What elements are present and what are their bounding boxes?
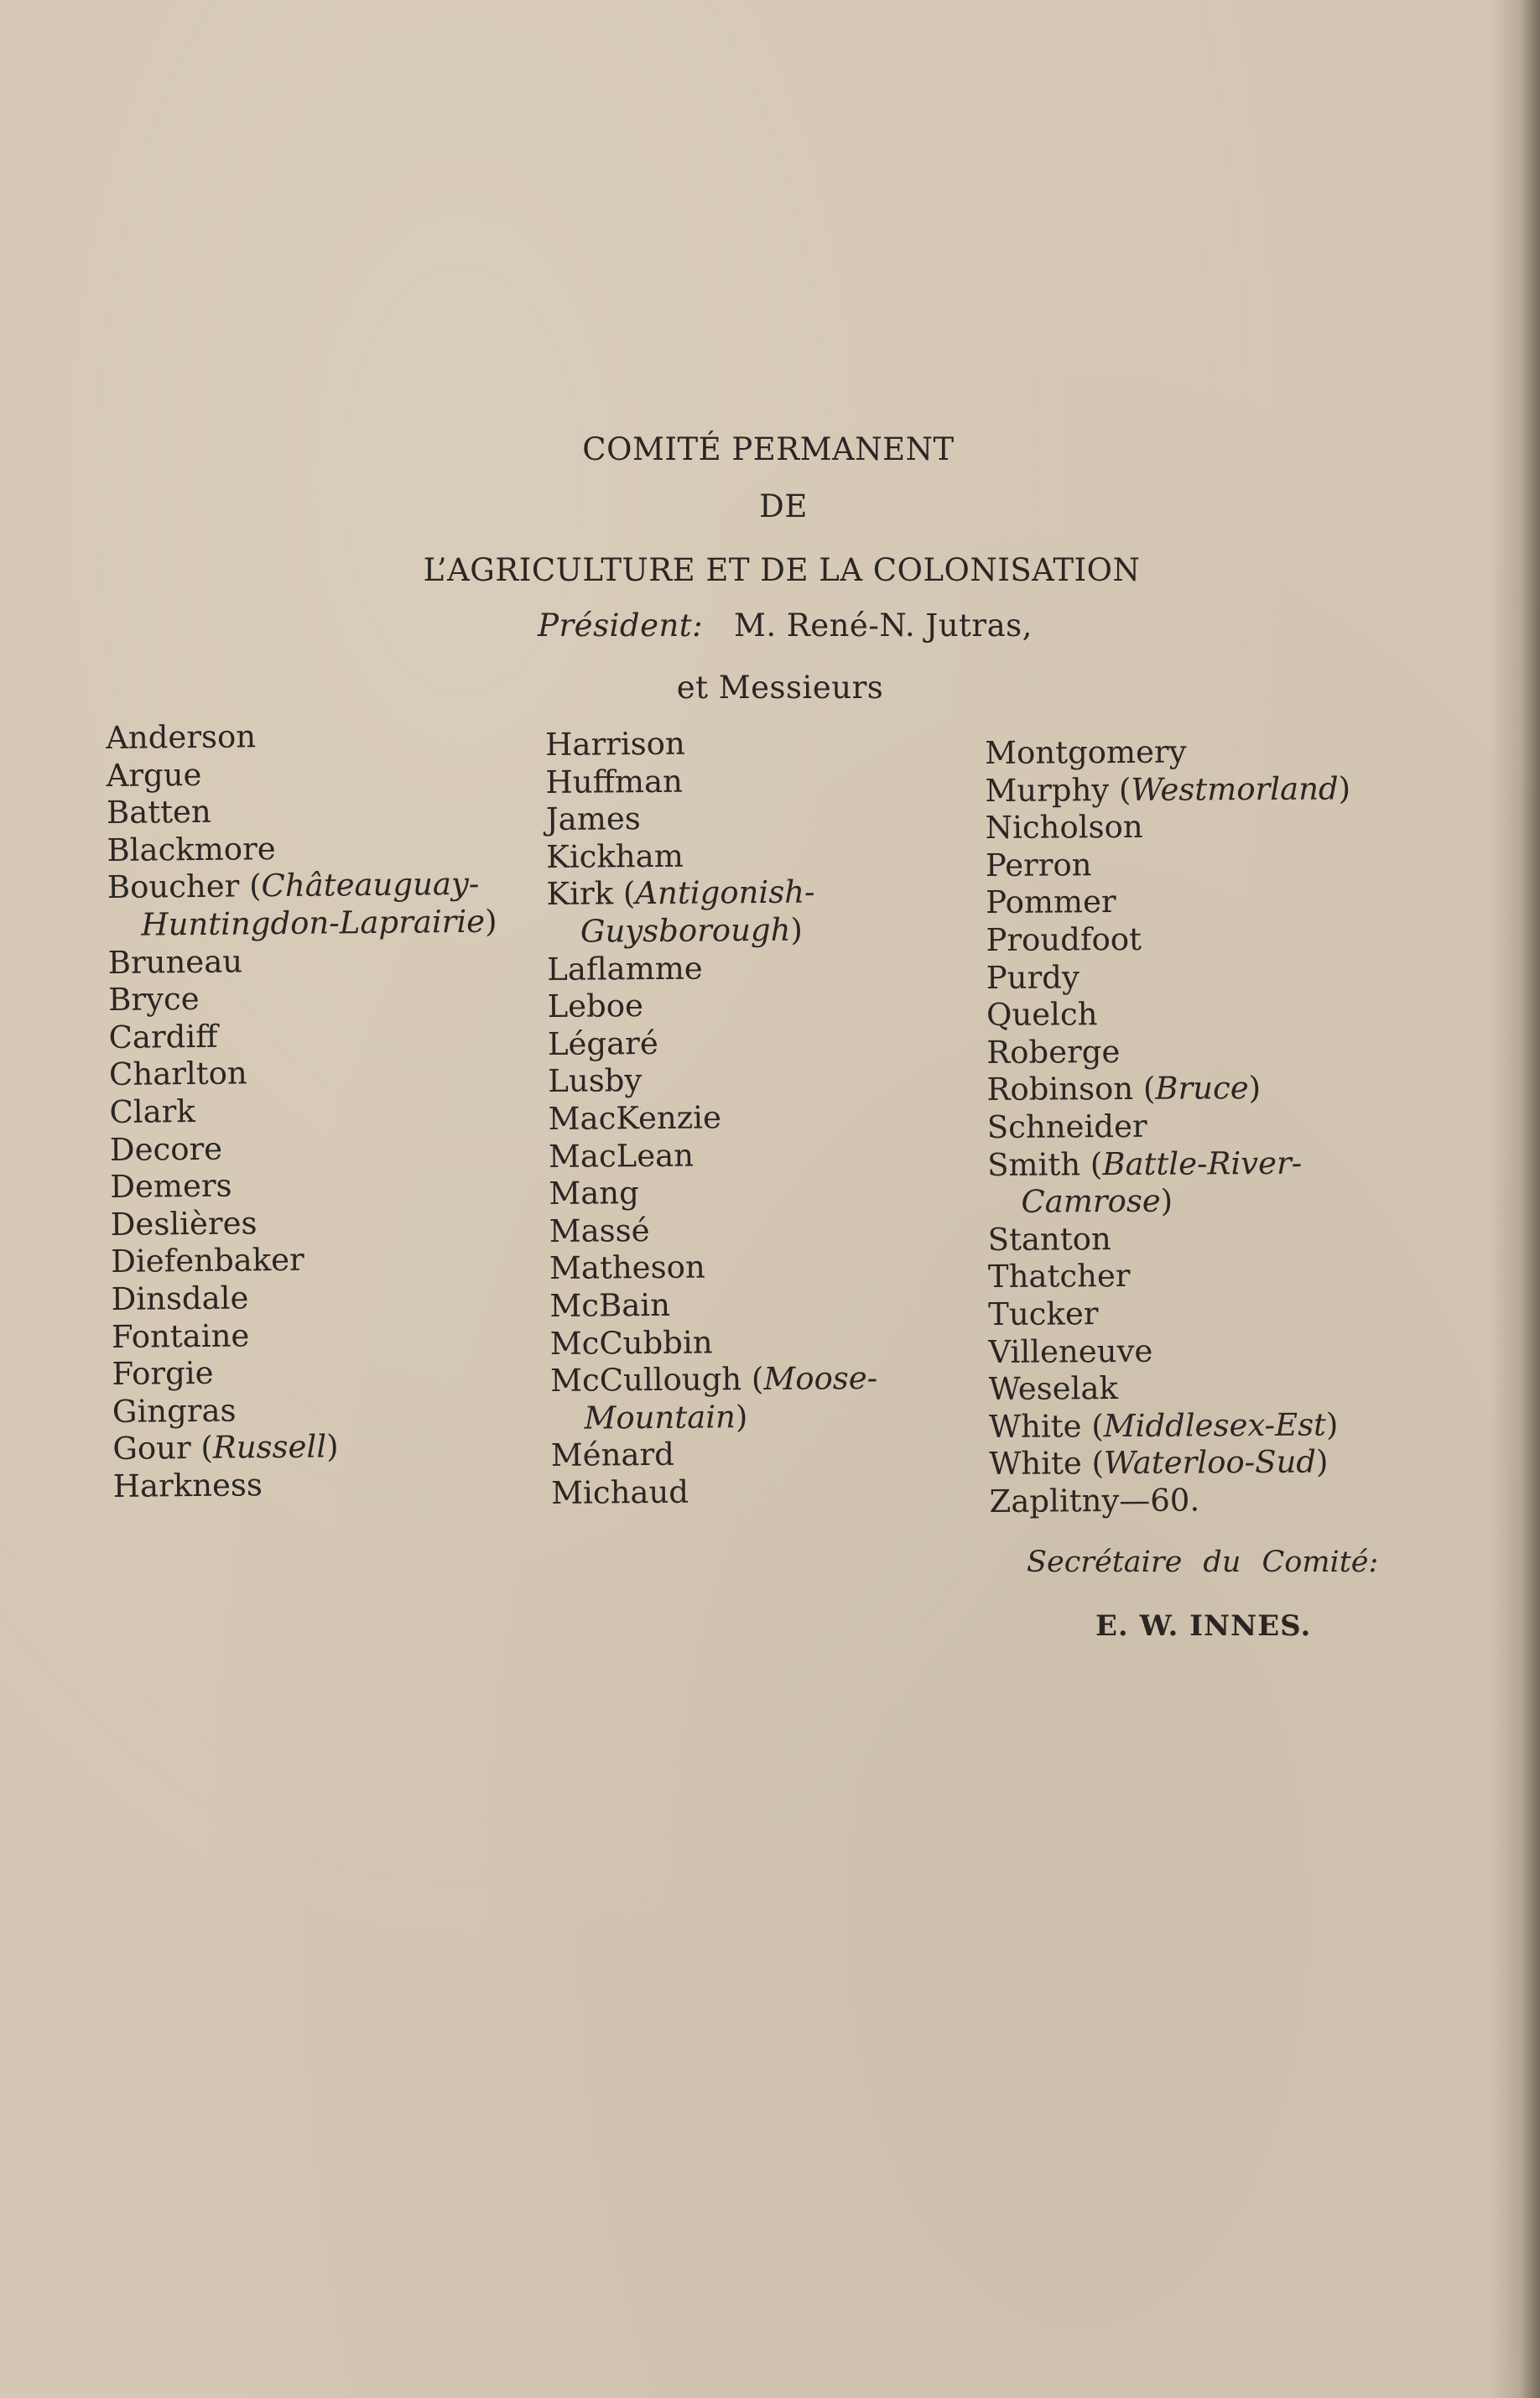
member-entry	[986, 1070, 1352, 1109]
member-name: McCubbin	[549, 1323, 713, 1362]
member-entry	[545, 724, 872, 764]
member-name: Clark	[109, 1092, 196, 1130]
member-name: Deslières	[110, 1205, 258, 1243]
member-name: James	[545, 800, 641, 838]
member-name: Nicholson	[985, 809, 1143, 847]
member-name: Harrison	[545, 725, 685, 763]
member-entry	[112, 1315, 502, 1356]
member-name: Laflamme	[547, 950, 703, 988]
riding-close-paren: )	[325, 1428, 339, 1465]
member-riding-continued: Mountain	[584, 1398, 736, 1436]
member-riding: Antigonish-	[635, 873, 815, 912]
member-entry	[989, 1444, 1355, 1483]
member-entry	[549, 1285, 877, 1326]
member-name: Tucker	[988, 1295, 1099, 1332]
member-entry	[986, 845, 1351, 884]
riding-close-paren: )	[484, 903, 497, 940]
member-riding: Russell	[212, 1428, 327, 1467]
member-entry	[988, 1294, 1354, 1333]
member-name: MacLean	[548, 1137, 695, 1175]
member-name: Schneider	[986, 1108, 1147, 1145]
member-entry	[986, 994, 1352, 1034]
member-name: Argue	[106, 756, 202, 794]
secretary-label: Secrétaire du Comité:	[1027, 1546, 1379, 1579]
member-name: Blackmore	[107, 830, 276, 868]
member-entry	[112, 1389, 502, 1431]
member-name: Gour (	[112, 1430, 214, 1467]
member-entry	[550, 1398, 877, 1438]
committee-title: COMITÉ PERMANENT	[582, 431, 955, 467]
messieurs-line: et Messieurs	[676, 670, 884, 706]
member-entry	[987, 1181, 1353, 1221]
member-entry	[110, 1165, 500, 1207]
member-name: Demers	[110, 1167, 232, 1206]
riding-close-paren: )	[1315, 1443, 1329, 1480]
riding-close-paren: )	[735, 1398, 748, 1435]
member-name: Stanton	[987, 1220, 1111, 1258]
page-edge-shadow	[1490, 0, 1540, 2398]
committee-subject: L’AGRICULTURE ET DE LA COLONISATION	[423, 552, 1141, 588]
riding-close-paren: )	[1325, 1406, 1339, 1443]
member-name: Dinsdale	[111, 1280, 249, 1317]
member-riding: Battle-River-	[1102, 1144, 1303, 1182]
member-entry	[547, 986, 874, 1026]
member-riding-continued: Guysborough	[580, 911, 791, 950]
member-entry	[547, 948, 874, 988]
member-entry	[107, 828, 497, 869]
member-name: Harkness	[112, 1467, 263, 1504]
member-name: Decore	[109, 1130, 223, 1168]
member-name: Huffman	[545, 763, 684, 800]
member-entry	[986, 957, 1352, 997]
member-name: Diefenbaker	[110, 1242, 304, 1280]
member-entry	[988, 1219, 1354, 1259]
member-name: Purdy	[986, 958, 1080, 996]
member-riding: Middlesex-Est	[1103, 1406, 1327, 1444]
member-entry	[113, 1464, 503, 1505]
member-name: Murphy (	[985, 771, 1132, 809]
member-name: Bruneau	[107, 943, 243, 981]
member-name: Cardiff	[108, 1018, 218, 1056]
member-entry	[548, 1061, 875, 1101]
member-name: Fontaine	[111, 1316, 250, 1355]
member-riding: Châteauguay-	[261, 866, 480, 904]
member-entry	[986, 1032, 1352, 1071]
member-entry	[107, 791, 497, 832]
member-name: Kirk (	[546, 875, 636, 913]
member-entry	[546, 837, 873, 877]
member-entry	[989, 1406, 1355, 1446]
member-name: MacKenzie	[548, 1099, 722, 1137]
member-riding-continued: Camrose	[1021, 1182, 1161, 1220]
member-entry	[549, 1211, 877, 1251]
member-entry	[986, 920, 1351, 959]
member-entry	[546, 873, 873, 914]
member-entry	[551, 1473, 878, 1513]
member-name: McCullough (	[549, 1361, 764, 1400]
member-entry	[111, 1277, 501, 1318]
member-entry	[989, 1368, 1355, 1408]
member-entry	[108, 978, 498, 1019]
member-name: Kickham	[546, 837, 684, 875]
member-name: Michaud	[551, 1473, 689, 1511]
member-name: Massé	[549, 1212, 650, 1249]
member-entry	[548, 1024, 875, 1064]
member-riding: Moose-	[763, 1360, 878, 1398]
member-name: Montgomery	[985, 733, 1187, 771]
member-name: Roberge	[986, 1033, 1121, 1071]
member-name: Pommer	[986, 884, 1116, 921]
member-entry	[987, 1107, 1353, 1146]
member-entry	[988, 1257, 1354, 1296]
member-name: Boucher (	[107, 868, 262, 906]
member-entry	[112, 1427, 502, 1468]
president-name: M. René-N. Jutras,	[733, 607, 1033, 644]
member-entry	[988, 1332, 1354, 1371]
member-riding-continued: Huntingdon-Laprairie	[141, 903, 486, 943]
president-label: Président:	[538, 607, 704, 644]
member-entry	[111, 1202, 501, 1243]
member-name: Matheson	[549, 1249, 705, 1287]
members-column-2	[545, 724, 878, 1513]
member-name: McBain	[549, 1286, 671, 1324]
member-entry	[109, 1053, 499, 1094]
members-column-3	[985, 732, 1355, 1520]
member-entry	[107, 904, 497, 945]
member-name: Smith (	[986, 1145, 1103, 1183]
member-entry	[549, 1173, 876, 1213]
member-riding: Bruce	[1155, 1070, 1249, 1108]
member-entry	[986, 883, 1351, 922]
member-entry	[547, 911, 874, 951]
member-entry	[546, 799, 873, 839]
member-entry	[989, 1481, 1355, 1520]
member-name: Gingras	[112, 1392, 237, 1430]
member-entry	[549, 1135, 876, 1176]
member-name: Villeneuve	[988, 1332, 1153, 1370]
member-name: Bryce	[107, 981, 200, 1019]
members-column-1	[106, 717, 502, 1506]
member-name: Robinson (	[986, 1071, 1156, 1108]
president-line	[15, 607, 1540, 644]
member-entry	[108, 1015, 498, 1056]
member-entry	[551, 1435, 878, 1475]
member-entry	[549, 1248, 877, 1288]
member-entry	[545, 762, 872, 802]
member-name: Weselak	[988, 1370, 1119, 1408]
member-name: Anderson	[106, 718, 257, 756]
member-name: Mang	[549, 1175, 640, 1212]
member-entry	[986, 808, 1351, 847]
member-entry	[110, 1128, 500, 1169]
member-name: Légaré	[547, 1024, 658, 1062]
member-name: Batten	[106, 793, 211, 831]
member-name: Perron	[985, 847, 1092, 884]
member-entry	[107, 866, 497, 907]
member-entry	[109, 1090, 499, 1131]
member-entry	[987, 1144, 1353, 1184]
riding-close-paren: )	[1248, 1070, 1262, 1107]
member-name: White (	[989, 1445, 1105, 1483]
riding-close-paren: )	[790, 911, 804, 948]
member-name: Quelch	[986, 996, 1098, 1034]
member-riding: Westmorland	[1131, 770, 1339, 808]
member-name: Lusby	[548, 1062, 643, 1100]
member-entry	[106, 717, 496, 758]
member-name: Charlton	[108, 1055, 247, 1093]
member-entry	[985, 732, 1350, 772]
member-entry	[550, 1322, 877, 1363]
member-entry	[106, 753, 496, 795]
member-entry	[550, 1360, 877, 1400]
member-name: Ménard	[550, 1436, 675, 1474]
member-name: Thatcher	[987, 1258, 1131, 1295]
secretary-name: E. W. INNES.	[1095, 1609, 1312, 1643]
member-name: Zaplitny—60.	[989, 1482, 1200, 1520]
member-name: White (	[988, 1407, 1104, 1445]
member-entry	[985, 770, 1350, 810]
committee-title-de: DE	[759, 488, 808, 524]
member-entry	[112, 1353, 502, 1394]
riding-close-paren: )	[1160, 1182, 1173, 1219]
member-entry	[111, 1240, 501, 1281]
member-riding: Waterloo-Sud	[1103, 1443, 1317, 1482]
riding-close-paren: )	[1338, 769, 1351, 807]
member-name: Forgie	[112, 1354, 214, 1393]
member-name: Proudfoot	[986, 920, 1142, 958]
member-name: Leboe	[547, 988, 644, 1025]
member-entry	[108, 941, 498, 982]
member-entry	[549, 1098, 876, 1139]
